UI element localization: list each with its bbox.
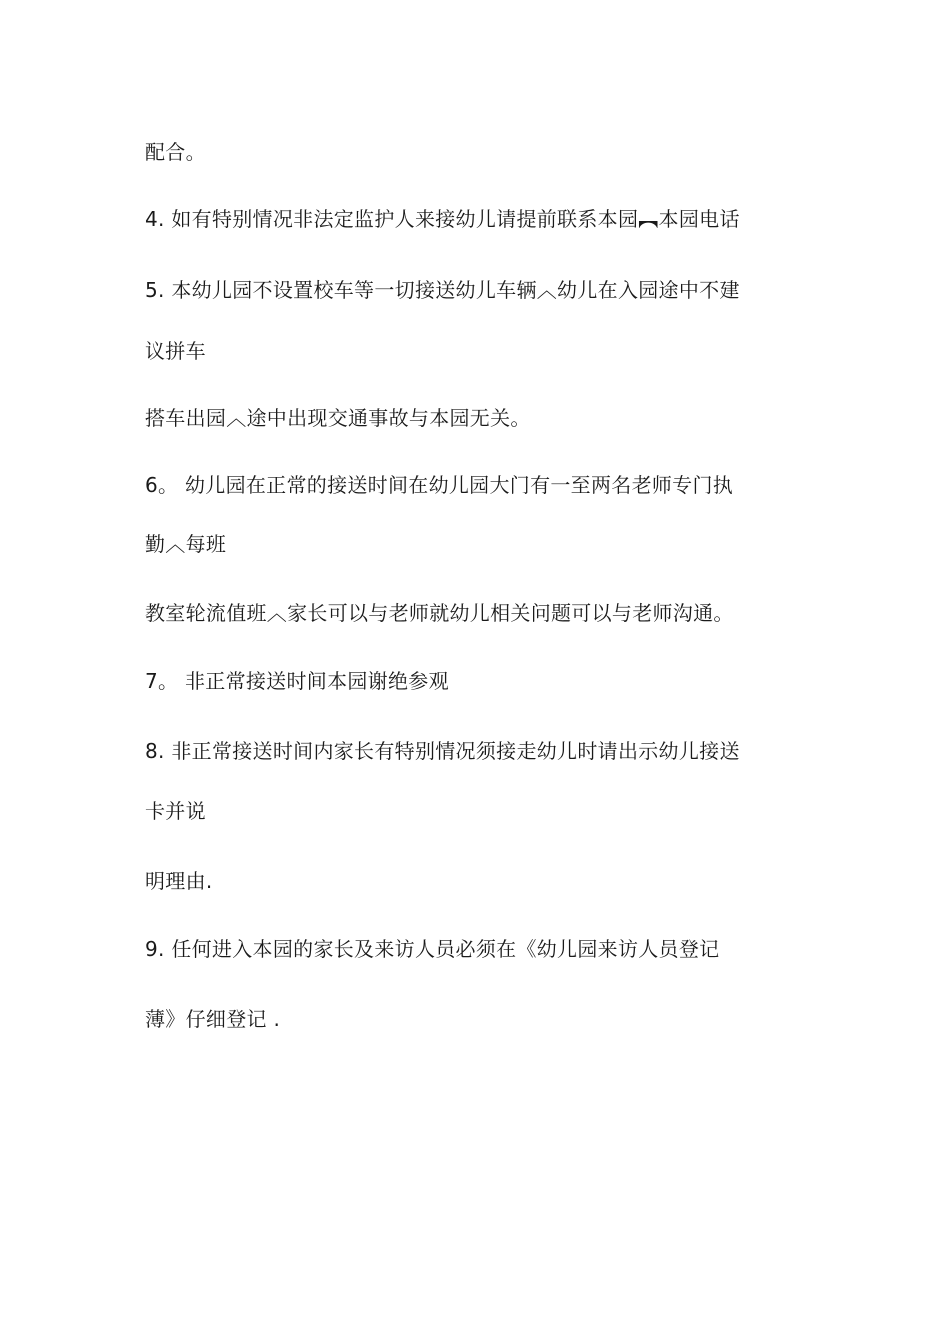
- text-line-6: 6。 幼儿园在正常的接送时间在幼儿园大门有一至两名老师专门执: [145, 473, 734, 497]
- text-line-12: 明理由.: [145, 869, 213, 893]
- text-line-5: 搭车出园︿途中出现交通事故与本园无关。: [145, 406, 531, 430]
- text-line-7: 勤︿每班: [145, 532, 227, 556]
- text-line-10: 8. 非正常接送时间内家长有特别情况须接走幼儿时请出示幼儿接送: [145, 739, 740, 763]
- text-line-13: 9. 任何进入本园的家长及来访人员必须在《幼儿园来访人员登记: [145, 937, 720, 961]
- text-line-8: 教室轮流值班︿家长可以与老师就幼儿相关问题可以与老师沟通。: [145, 601, 734, 625]
- text-line-9: 7。 非正常接送时间本园谢绝参观: [145, 669, 449, 693]
- text-line-11: 卡并说: [145, 799, 206, 823]
- text-line-1: 配合。: [145, 140, 206, 164]
- text-line-3: 5. 本幼儿园不设置校车等一切接送幼儿车辆︿幼儿在入园途中不建: [145, 278, 740, 302]
- text-line-4: 议拼车: [145, 339, 206, 363]
- text-line-14: 薄》仔细登记 .: [145, 1007, 281, 1031]
- text-line-2: 4. 如有特别情况非法定监护人来接幼儿请提前联系本园︻本园电话: [145, 207, 740, 231]
